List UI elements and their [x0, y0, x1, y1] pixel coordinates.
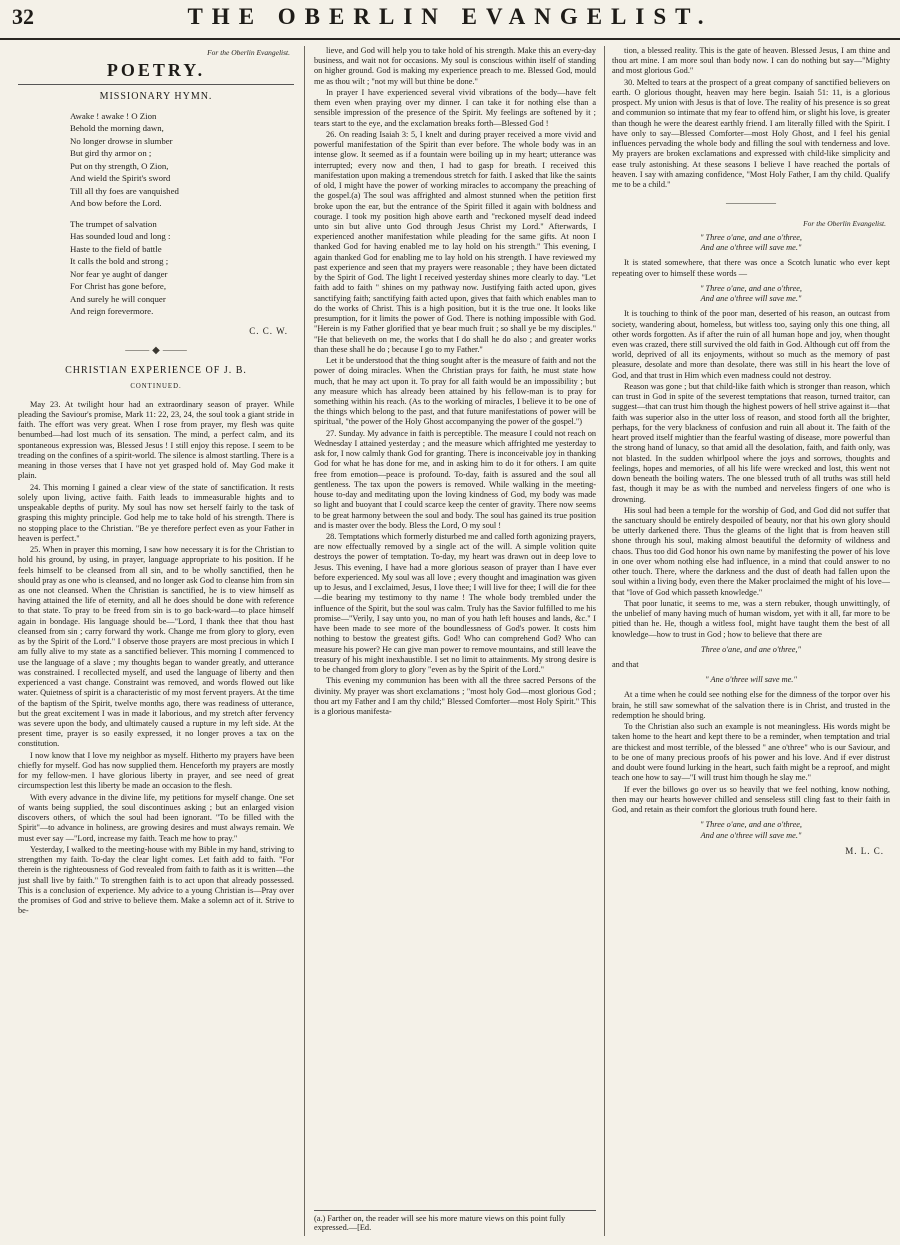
newspaper-title: THE OBERLIN EVANGELIST.: [187, 4, 713, 29]
hymn-stanza: Awake ! awake ! O Zion Behold the morning dawn, No longer drowse in slumber But gird thy armor on ; Put on thy strength, O Zion, And wield the Spirit's sword Till all thy foes are vanquished And bow before the Lord.: [70, 110, 179, 209]
connector-text: and that: [612, 660, 639, 670]
ornament-divider: ⸻ ◆ ⸻: [124, 344, 188, 356]
poetry-credit: For the Oberlin Evangelist.: [207, 48, 290, 57]
quote-line: Three o'ane, and ane o'three,": [701, 644, 801, 654]
poem-initials: C. C. W.: [249, 325, 288, 336]
article-paragraph: lieve, and God will help you to take hold of his strength. Make this an every-day business, and wait not for occasions. My soul is conscious within itself of standing on higher ground. God is making my experience preach to me. Blessed God, mould me as thou wilt ; "not my will but thine be done.": [314, 46, 596, 86]
poetry-heading: POETRY.: [18, 59, 294, 85]
essay-paragraph: It is stated somewhere, that there was once a Scotch lunatic who ever kept repeating over to himself these words —: [612, 258, 890, 278]
article-body: [314, 46, 596, 717]
closing-quote: [612, 820, 890, 840]
essay-paragraph: It is touching to think of the poor man, deserted of his reason, an outcast from society, wandering about, homeless, but witless too, saying only this one thing, all other words forgotten. As if after the ruin of all human hope and joy, when thought even was crazed, there still survived the old faith in God. Although cut off from the world, deprived of all its enjoyments, without so much as the memory of past pleasure, desolate and more than desolate, there was still in his heart the love of God, and that trust in Him which even madness could not destroy.: [612, 309, 890, 380]
essay-credit: For the Oberlin Evangelist.: [803, 218, 886, 228]
quote-line: " Three o'ane, and ane o'three,: [699, 283, 803, 293]
article-paragraph: In prayer I have experienced several vivid vibrations of the body—have felt them even when praying over my dinner. I can take it for nothing else than a sensible impression of the presence of the Spirit. My feelings are softened by it ; tears start to the eye, and the exclamation breaks forth—Blessed God !: [314, 87, 596, 128]
article-paragraph: May 23. At twilight hour had an extraordinary season of prayer. While pleading the Saviour's promise, Mark 11: 22, 23, 24, the soul took a giant stride in faith. The effort was very great. When I rose from prayer, my flesh was quite benumbed—had lost much of its sensation. The mind, a perfect calm, and its spontaneous expression was, Blessed Jesus ! I still enjoy this repose. I seem to be treading on the confines of a spirit-world. The silence is almost startling. There is a meaning in those verses that I have not yet grasped hold of. May God make it plain.: [18, 399, 294, 481]
essay-paragraph: Reason was gone ; but that child-like faith which is stronger than reason, which can trust in God in spite of the severest temptations that reason, turned traitor, can suggest—that can trust him though the highest powers of hell strive against it—that faith was superior also in the utter loss of reason, and stood forth all the brighter, perhaps, for the very blackness of confusion and ruin all about it. The faith of the heart proved itself mightier than the fearful wasting of disease, more powerful than the strong hand of lunacy, so that amid all the desolation, faith, and faith only, was not blasted. In the sudden whirlpool where the joys and sorrows, thoughts and feelings, hopes and memories, of all his life were wrecked and lost, this went not down beneath the boiling waters. The one blessed truth of all truths was still held fast, though it may be as with the numbed and nerveless fingers of one who is drowning.: [612, 381, 890, 504]
page-number: 32: [12, 4, 34, 29]
quote-line: And ane o'three will save me.": [700, 830, 802, 840]
article-paragraph: 28. Temptations which formerly disturbed me and called forth agonizing prayers, are now effectually removed by a single act of the will. A simple volition quite destroys the power of temptation. To-day, my heart was drawn out in deep love to Jesus. This evening, I have had a more glorious season of prayer than I have ever before experienced. My soul was all love ; every thought and imagination was given up to Jesus, and I exclaimed, Jesus, I love thee; I will live for thee; I will die for thee—die bearing my testimony to thy name ! The whole body trembled under the influence of the Spirit, but the soul was calm. Truly has the Savior fulfilled to me his promise—"Verily, I say unto you, no man of you hath left houses and lands, &c." I have been made to see more of the boundlessness of God's power. It costs him nothing to bestow the greatest gifts. God! Who can comprehend God? Who can measure his power? He can give man power to remove mountains, and still leave the treasury of his might inexhaustible. I set no limit to attainments. My strong desire is to be changed from glory to glory "even as by the Spirit of the Lord.": [314, 532, 596, 675]
article-paragraph: 25. When in prayer this morning, I saw how necessary it is for the Christian to hold his ground, by using, in prayer, language appropriate to his position. If he feels himself to be cleansed from all sin, and to be wholly sanctified, then he should pray as one who is cleansed, and no longer ask God to cleanse him from sin as one not cleansed. When the Christian is sanctified, he is to view himself as having attained the life of eternity, and all he does should be done with reference to that state. To pray to be freed from sin is to go back-ward—to place himself again in bondage. His language should be—"Lord, I thank thee that thou hast cleansed from sin ; carry forward thy work. Change me from glory to glory, even as by the Spirit of the Lord." I observe those prayers are most precious in which I am fully alive to my state as a sanctified believer. This morning I commenced to use the language of a slave ; my thoughts began to wander greatly, and utterance was constrained. I recollected myself, and used the language of liberty and then experienced a vast change. Constraint was removed, and words flowed out like water. Quietness of spirit is a characteristic of my most fervent prayers. At the time of the baptism of the Spirit, twelve months ago, there was readiness of utterance, but the great excitement I was in made it laborious, and my stretch after fervency was severe upon the body, and ultimately caused a rupture in my left side. At the present time, prayer is so easily expressed, it no longer proves a tax on the constitution.: [18, 545, 294, 749]
article-paragraph: 24. This morning I gained a clear view of the state of sanctification. It rests solely upon living, active faith. Faith leads to immeasurable hights and to unspeakable depths of purity. My soul has now set herself fairly to the task of grasping this mighty principle. God help me to take hold of his strength. There is no stopping place to the Christian. "Be ye therefore perfect even as your Father in heaven is perfect.": [18, 482, 294, 543]
essay-paragraph: To the Christian also such an example is not meaningless. His words might be taken home to the heart and kept there to be a reminder, when temptation and trial are thickest and most terrible, of the blessed " ane o'three" who is our Saviour, and to be one of many precious proofs of his power and his love. And if ever distrust and doubt were found lurking in the heart, such faith might be a reproof, and might teach one how to say—"I will trust him though he slay me.": [612, 722, 890, 783]
article-paragraph: Let it be understood that the thing sought after is the measure of faith and not the power of doing miracles. When the Christian prays for faith, he must state how much, that he may act upon it. To pray for all faith would be an impossibility ; but any measure which has already been attained by his fellow-man is to pray for something within his reach. (As to the working of miracles, I believe it to be one of the things which belong to the past, and that future manifestations of power will be spiritual, "the power of the Holy Ghost accompanying the power of the gospel."): [314, 356, 596, 427]
article-title: CHRISTIAN EXPERIENCE OF J. B.: [65, 365, 247, 377]
quote-line: " Ane o'three will save me.": [705, 675, 797, 685]
article-paragraph: 27. Sunday. My advance in faith is perceptible. The measure I could not reach on Wednesday I attained yesterday ; and the measure which affrighted me yesterday to ask for, I now calmly thank God for granting. There is inconceivable joy in thanking God for what he has done for me, and in asking him to do it for others. I am quite free from emotion—peace is profound. To-day, faith is assured and the soul all gentleness. The tax upon the powers is removed. While walking in the meeting-house to-day and meditating upon the loving kindness of God, my body was made so light and buoyant that I could scarce keep the center of gravity. There now seems to be great harmony between the soul and body. The soul has gained its true position and is master over the body. Bless the Lord, O my soul !: [314, 428, 596, 530]
epigraph-line: " Three o'ane, and ane o'three,: [699, 232, 803, 242]
essay-initials: M. L. C.: [845, 845, 884, 856]
article-body: [612, 46, 890, 190]
quote-line: And ane o'three will save me.": [700, 294, 802, 304]
page-body: [0, 46, 900, 1236]
epigraph-line: And ane o'three will save me.": [700, 243, 802, 253]
essay-paragraph: His soul had been a temple for the worship of God, and God did not suffer that the sanctuary should be entirely despoiled of beauty, nor that his own glory should be utterly darkened there. Thus the gleams of the light that is from heaven still shone through his soul, making almost beautiful the deformity of wildness and chaos. Thus too did God honor his own name by manifesting the power of his love in one over whom nothing else had influence, in a mind that could answer to no other touch. There, where the darkness and the dust of death had fallen upon the soul within a living body, even there the Maker proclaimed the might of his love—that "love of God which passeth knowledge.": [612, 505, 890, 597]
article-body: [18, 400, 294, 917]
article-paragraph: 26. On reading Isaiah 3: 5, I knelt and during prayer received a more vivid and powerful manifestation of the Spirit than ever before. The whole body was in an intense glow. It seemed as if a fountain were boiling up in my heart; utterance was interrupted; every now and then, I had to gasp for breath. I received this manifestation upon making a tremendous stretch for faith. I asked that like the saints of old, I might have the power of working miracles to accompany the preaching of the gospel.(a) The soul was affrighted and almost stunned when the petition first broke upon the ear, but the entrance of the Spirit filled it again with boldness and courage. I took my position high above earth and "reckoned myself dead indeed unto sin but alive unto God through Jesus Christ my Lord." Afterwards, I experienced another manifestation while pleading for the same gifts. At noon I thanked God for having enabled me to lay hold on his strength." This evening, I again thanked God for enabling me to lay hold on his strength. I have reviewed my past experience and seen that my prayers were reasonable ; they have been dictated by the Spirit of God. The light I received yesterday shines more clearly to day. "Let faith add to faith " shines on my pathway now. Justifying faith acted upon, gives sanctifying faith; sanctifying faith acted upon, gives that faith which enables man to do the works of Christ. This is a high position, but it is the true one. It looks like presumption, for it limits the power of God. There is nothing impossible with God. "Herein is my Father glorified that ye bear much fruit ; so shall ye be my disciples." "He that believeth on me, the works that I do shall he do also ; and greater works than these shall he do ; because I go to my Father.": [314, 129, 596, 354]
article-paragraph: 30. Melted to tears at the prospect of a great company of sanctified believers on earth. O glorious thought, heaven may here begin. Isaiah 51: 11, is a glorious prospect. My union with Jesus is that of love. The reality of his presence is so great and communion so intimate that my fear to offend him, or slight his love, is greater than though he were the dearest earthly friend. I am literally filled with the Spirit. I have only to say—Blessed Comforter—most Holy Ghost, and I feel his genial influences pervading the whole body and filling the soul with tenderness and love. My prayers are broken exclamations and expressed with child-like simplicity and ease truly astonishing. At these seasons I believe I have reached the portals of heaven. I say with amazing confidence, "Most Holy Father, I am thy child. Qualify me to be a child.": [612, 77, 890, 190]
continued-label: CONTINUED.: [130, 383, 182, 391]
column-1: [18, 46, 294, 1236]
article-paragraph: tion, a blessed reality. This is the gate of heaven. Blessed Jesus, I am thine and thou art mine. I am more soul than body now. I can do nothing but say—"Mighty and most glorious God.": [612, 46, 890, 76]
essay-paragraph: At a time when he could see nothing else for the dimness of the torpor over his brain, he still saw somewhat of the salvation there is in Christ, and trusted in the redemption he should bring.: [612, 690, 890, 720]
epigraph: [612, 233, 890, 253]
essay-paragraph: That poor lunatic, it seems to me, was a stern rebuker, though unwittingly, of the unbelief of many having much of human wisdom, yet with it all, far more to be pitied than he. He, though a witless fool, might have taught them the best of all knowledge—how to trust in God ; how to believe that there are: [612, 598, 890, 639]
hymn-title: MISSIONARY HYMN.: [99, 91, 213, 103]
footnote: (a.) Farther on, the reader will see his more mature views on this point fully expressed.—[Ed.: [314, 1210, 596, 1232]
essay-paragraph: If ever the billows go over us so heavily that we feel nothing, know nothing, then may our hearts however chilled and senseless still cling fast to their faith in God, and retain as their comfort the glorious truth found here.: [612, 784, 890, 815]
article-paragraph: This evening my communion has been with all the three sacred Persons of the divinity. My prayer was short exclamations ; "most holy God—most glorious God ; thou art my Father and I am thy child;" Blessed Comforter—most Holy Spirit." This is a glorious manifesta-: [314, 676, 596, 716]
quote-line: " Three o'ane, and ane o'three,: [699, 820, 803, 830]
quote: [612, 284, 890, 304]
hymn-stanza: The trumpet of salvation Has sounded loud and long : Haste to the field of battle It calls the bold and strong ; Nor fear ye aught of danger For Christ has gone before, And surely he will conquer And reign forevermore.: [70, 218, 171, 317]
masthead: [0, 0, 900, 40]
column-3: [612, 46, 890, 1236]
ornament-divider: —————: [726, 198, 776, 210]
article-paragraph: Yesterday, I walked to the meeting-house with my Bible in my hand, striving to strengthen my faith. To-day the clear light comes. Let faith add to faith. "For therein is the righteousness of God revealed from faith to faith as it is written—the just shall live by faith." To strengthen faith is to act upon that already possessed. This is a conclusion of experience. My advice to a young Christian is—Pray over the promises of God and strive to believe them. Make a solemn act of it. Strive to be-: [18, 844, 294, 916]
article-paragraph: With every advance in the divine life, my petitions for myself change. One set of wants being supplied, the soul discontinues asking ; but an enlarged vision discovers others, of which the soul had been ignorant. "To be filled with the Spirit"—to advance in holiness, are growing desires and must always remain. We must ever say —"Lord, increase my faith. Teach me how to pray.": [18, 792, 294, 843]
article-paragraph: I now know that I love my neighbor as myself. Hitherto my prayers have been chiefly for myself. God has now supplied them. Henceforth my prayers are mostly for my fellow-men. I have glorious liberty in prayer, and see need of great circumspection lest this liberty be made an occasion to the flesh.: [18, 750, 294, 791]
column-2: [314, 46, 596, 1236]
